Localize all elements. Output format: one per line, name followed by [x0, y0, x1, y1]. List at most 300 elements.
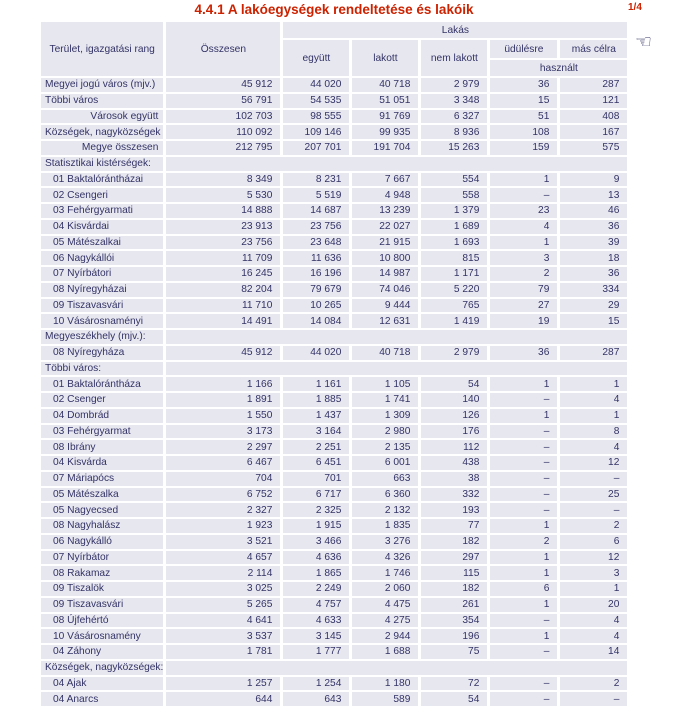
cell-value: 159 [490, 141, 557, 155]
table-row [41, 283, 627, 297]
table-row [41, 598, 627, 612]
cell-value: 193 [421, 503, 487, 517]
cell-value: 39 [560, 236, 627, 250]
row-label: 09 Tiszalök [41, 582, 163, 596]
cell-value: 79 [490, 283, 557, 297]
cell-value: 11 709 [166, 251, 280, 265]
table-row [41, 94, 627, 108]
cell-value: 1 [560, 377, 627, 391]
section-label: Községek, nagyközségek: [41, 661, 163, 675]
row-label: 05 Mátészalka [41, 488, 163, 502]
section-row [41, 330, 627, 344]
row-label: Megyei jogú város (mjv.) [41, 78, 163, 92]
cell-value: 91 769 [352, 110, 418, 124]
table-row [41, 299, 627, 313]
cell-value: 3 348 [421, 94, 487, 108]
table-row [41, 220, 627, 234]
page-indicator: 1/4 [628, 2, 642, 13]
row-label: 03 Fehérgyarmat [41, 425, 163, 439]
table-row [41, 677, 627, 691]
cell-value: 11 636 [283, 251, 349, 265]
cell-value: 2 [560, 519, 627, 533]
cell-value: 207 701 [283, 141, 349, 155]
cell-value: 2 980 [352, 425, 418, 439]
cell-value: 1 550 [166, 409, 280, 423]
cell-value: 2 944 [352, 629, 418, 643]
cell-value: 36 [560, 220, 627, 234]
cell-value: 44 020 [283, 346, 349, 360]
row-label: 09 Tiszavasvári [41, 299, 163, 313]
cell-value: 1 [490, 551, 557, 565]
cell-value: 1 885 [283, 393, 349, 407]
row-label: 08 Rakamaz [41, 566, 163, 580]
cell-value: 644 [166, 692, 280, 706]
cell-value: 5 265 [166, 598, 280, 612]
cell-value: 2 [560, 677, 627, 691]
table-row [41, 535, 627, 549]
section-band [166, 661, 627, 675]
section-label: Megyeszékhely (mjv.): [41, 330, 163, 344]
cell-value: 29 [560, 299, 627, 313]
cell-value: 6 327 [421, 110, 487, 124]
cell-value: 20 [560, 598, 627, 612]
cell-value: 1 689 [421, 220, 487, 234]
cell-value: 14 [560, 645, 627, 659]
row-label: 06 Nagykállói [41, 251, 163, 265]
cell-value: 8 349 [166, 173, 280, 187]
row-label: 05 Mátészalkai [41, 236, 163, 250]
row-label: Megye összesen [41, 141, 163, 155]
table-body [41, 78, 627, 706]
cell-value: 2 251 [283, 440, 349, 454]
row-label: 08 Ibrány [41, 440, 163, 454]
cell-value: 3 537 [166, 629, 280, 643]
cell-value: 23 756 [166, 236, 280, 250]
table-row [41, 503, 627, 517]
table-header [41, 22, 627, 76]
row-label: 01 Baktalórántházai [41, 173, 163, 187]
table-row [41, 267, 627, 281]
row-label: 05 Nagyecsed [41, 503, 163, 517]
cell-value: 16 196 [283, 267, 349, 281]
cell-value: 23 648 [283, 236, 349, 250]
cell-value: 2 [490, 267, 557, 281]
cell-value: 1 171 [421, 267, 487, 281]
table-row [41, 110, 627, 124]
page-title: 4.4.1 A lakóegységek rendeltetése és lakóik [194, 2, 474, 17]
cell-value: 99 935 [352, 125, 418, 139]
cell-value: 1 741 [352, 393, 418, 407]
cell-value: 6 [560, 535, 627, 549]
cell-value: 4 [560, 629, 627, 643]
cell-value: 1 [490, 519, 557, 533]
row-label: 08 Újfehértó [41, 614, 163, 628]
cell-value: 4 757 [283, 598, 349, 612]
row-label: 07 Nyírbátor [41, 551, 163, 565]
cell-value: 56 791 [166, 94, 280, 108]
cell-value: 212 795 [166, 141, 280, 155]
cell-value: 191 704 [352, 141, 418, 155]
cell-value: 14 888 [166, 204, 280, 218]
cell-value: 74 046 [352, 283, 418, 297]
cell-value: 2 114 [166, 566, 280, 580]
cell-value: 5 530 [166, 188, 280, 202]
row-label: 04 Anarcs [41, 692, 163, 706]
cell-value: 23 [490, 204, 557, 218]
table-row [41, 125, 627, 139]
table-row [41, 377, 627, 391]
cell-value: 196 [421, 629, 487, 643]
cell-value: 110 092 [166, 125, 280, 139]
cell-value: 182 [421, 535, 487, 549]
cell-value: 2 060 [352, 582, 418, 596]
cell-value: – [490, 393, 557, 407]
cell-value: 45 912 [166, 346, 280, 360]
table-row [41, 346, 627, 360]
row-label: Többi város [41, 94, 163, 108]
cell-value: 2 135 [352, 440, 418, 454]
cell-value: 6 360 [352, 488, 418, 502]
cell-value: 22 027 [352, 220, 418, 234]
row-label: 04 Dombrád [41, 409, 163, 423]
row-label: 02 Csengeri [41, 188, 163, 202]
section-row [41, 661, 627, 675]
column-header-not-inhabited: nem lakott [421, 40, 487, 76]
cell-value: 98 555 [283, 110, 349, 124]
cell-value: 4 [560, 440, 627, 454]
cell-value: 19 [490, 314, 557, 328]
cell-value: 36 [560, 267, 627, 281]
cell-value: 4 [490, 220, 557, 234]
row-label: 08 Nyíregyháza [41, 346, 163, 360]
cell-value: 112 [421, 440, 487, 454]
table-row [41, 141, 627, 155]
column-header-together: együtt [283, 40, 349, 76]
cell-value: 6 451 [283, 456, 349, 470]
cell-value: – [490, 472, 557, 486]
row-label: 04 Záhony [41, 645, 163, 659]
column-header-total: Összesen [166, 22, 280, 76]
cell-value: 6 467 [166, 456, 280, 470]
cell-value: 12 [560, 456, 627, 470]
cell-value: 261 [421, 598, 487, 612]
row-label: 10 Vásárosnaményi [41, 314, 163, 328]
table-row [41, 236, 627, 250]
table-row [41, 551, 627, 565]
table-row [41, 393, 627, 407]
table-row [41, 173, 627, 187]
cell-value: 10 800 [352, 251, 418, 265]
table-row [41, 314, 627, 328]
cell-value: 77 [421, 519, 487, 533]
cell-value: 38 [421, 472, 487, 486]
cell-value: 115 [421, 566, 487, 580]
cell-value: 16 245 [166, 267, 280, 281]
cell-value: 6 717 [283, 488, 349, 502]
row-label: 08 Nagyhalász [41, 519, 163, 533]
cell-value: 46 [560, 204, 627, 218]
cell-value: 182 [421, 582, 487, 596]
cell-value: 643 [283, 692, 349, 706]
row-label: 04 Ajak [41, 677, 163, 691]
cell-value: 2 979 [421, 78, 487, 92]
cell-value: 75 [421, 645, 487, 659]
cell-value: 1 [560, 582, 627, 596]
cell-value: – [490, 614, 557, 628]
table-row [41, 692, 627, 706]
cell-value: 18 [560, 251, 627, 265]
cell-value: 167 [560, 125, 627, 139]
section-row [41, 362, 627, 376]
cell-value: 8 [560, 425, 627, 439]
cell-value: 3 276 [352, 535, 418, 549]
row-label: 03 Fehérgyarmati [41, 204, 163, 218]
cell-value: – [490, 456, 557, 470]
cell-value: 3 145 [283, 629, 349, 643]
column-subheader-used: használt [490, 60, 627, 76]
cell-value: 1 309 [352, 409, 418, 423]
cell-value: 3 466 [283, 535, 349, 549]
cell-value: 14 084 [283, 314, 349, 328]
cell-value: 45 912 [166, 78, 280, 92]
cell-value: 4 657 [166, 551, 280, 565]
cell-value: 6 [490, 582, 557, 596]
cell-value: 1 891 [166, 393, 280, 407]
cell-value: 3 521 [166, 535, 280, 549]
cell-value: 589 [352, 692, 418, 706]
table-row [41, 488, 627, 502]
cell-value: 14 687 [283, 204, 349, 218]
cell-value: – [560, 503, 627, 517]
cell-value: 121 [560, 94, 627, 108]
cell-value: 1 254 [283, 677, 349, 691]
cell-value: 1 105 [352, 377, 418, 391]
cell-value: 3 164 [283, 425, 349, 439]
cell-value: 1 [490, 409, 557, 423]
cell-value: 354 [421, 614, 487, 628]
section-label: Statisztikai kistérségek: [41, 157, 163, 171]
table-row [41, 409, 627, 423]
cell-value: 7 667 [352, 173, 418, 187]
cell-value: 701 [283, 472, 349, 486]
cell-value: 79 679 [283, 283, 349, 297]
cell-value: 51 [490, 110, 557, 124]
row-label: 08 Nyíregyházai [41, 283, 163, 297]
cell-value: 15 [560, 314, 627, 328]
cell-value: 4 636 [283, 551, 349, 565]
cell-value: 1 161 [283, 377, 349, 391]
cell-value: 1 781 [166, 645, 280, 659]
cell-value: 663 [352, 472, 418, 486]
cell-value: 1 688 [352, 645, 418, 659]
cell-value: 1 166 [166, 377, 280, 391]
cell-value: 36 [490, 346, 557, 360]
row-label: 07 Nyírbátori [41, 267, 163, 281]
cell-value: – [490, 692, 557, 706]
cell-value: 1 693 [421, 236, 487, 250]
section-band [166, 362, 627, 376]
cell-value: 15 263 [421, 141, 487, 155]
cell-value: 2 [490, 535, 557, 549]
cell-value: 12 [560, 551, 627, 565]
table-row [41, 456, 627, 470]
table-row [41, 614, 627, 628]
cell-value: 287 [560, 78, 627, 92]
cell-value: 704 [166, 472, 280, 486]
row-label: 10 Vásárosnamény [41, 629, 163, 643]
row-label: 04 Kisvárdai [41, 220, 163, 234]
cell-value: 2 297 [166, 440, 280, 454]
cell-value: 1 437 [283, 409, 349, 423]
cell-value: 54 [421, 692, 487, 706]
cell-value: 287 [560, 346, 627, 360]
cell-value: 5 519 [283, 188, 349, 202]
cell-value: – [490, 503, 557, 517]
cell-value: – [490, 440, 557, 454]
cell-value: 9 444 [352, 299, 418, 313]
cell-value: 4 275 [352, 614, 418, 628]
column-header-area: Terület, igazgatási rang [41, 22, 163, 76]
cell-value: 554 [421, 173, 487, 187]
cell-value: 3 173 [166, 425, 280, 439]
cell-value: 1 [560, 409, 627, 423]
cell-value: 51 051 [352, 94, 418, 108]
cell-value: 558 [421, 188, 487, 202]
section-label: Többi város: [41, 362, 163, 376]
cell-value: 13 239 [352, 204, 418, 218]
cell-value: 11 710 [166, 299, 280, 313]
cell-value: 1 746 [352, 566, 418, 580]
table-row [41, 425, 627, 439]
cell-value: 27 [490, 299, 557, 313]
cell-value: 3 [490, 251, 557, 265]
cell-value: 9 [560, 173, 627, 187]
cell-value: – [490, 188, 557, 202]
table-row [41, 251, 627, 265]
cell-value: 23 756 [283, 220, 349, 234]
cell-value: 1 [490, 566, 557, 580]
cell-value: 297 [421, 551, 487, 565]
cell-value: 4 948 [352, 188, 418, 202]
row-label: 09 Tiszavasvári [41, 598, 163, 612]
column-group-dwelling: Lakás [283, 22, 627, 38]
cell-value: 2 132 [352, 503, 418, 517]
cell-value: 6 752 [166, 488, 280, 502]
cell-value: 575 [560, 141, 627, 155]
row-label: 01 Baktalórántháza [41, 377, 163, 391]
cell-value: 176 [421, 425, 487, 439]
table-row [41, 566, 627, 580]
cell-value: 3 [560, 566, 627, 580]
cell-value: 13 [560, 188, 627, 202]
cell-value: 102 703 [166, 110, 280, 124]
cell-value: 5 220 [421, 283, 487, 297]
pointing-hand-icon[interactable]: ☜ [635, 31, 653, 53]
cell-value: 10 265 [283, 299, 349, 313]
cell-value: 140 [421, 393, 487, 407]
cell-value: 815 [421, 251, 487, 265]
table-row [41, 645, 627, 659]
cell-value: 332 [421, 488, 487, 502]
cell-value: 3 025 [166, 582, 280, 596]
row-label: 07 Máriapócs [41, 472, 163, 486]
cell-value: 14 491 [166, 314, 280, 328]
cell-value: 109 146 [283, 125, 349, 139]
cell-value: 8 231 [283, 173, 349, 187]
cell-value: 2 325 [283, 503, 349, 517]
table-row [41, 440, 627, 454]
cell-value: 23 913 [166, 220, 280, 234]
cell-value: 44 020 [283, 78, 349, 92]
cell-value: 4 633 [283, 614, 349, 628]
cell-value: 54 [421, 377, 487, 391]
row-label: Községek, nagyközségek [41, 125, 163, 139]
cell-value: 765 [421, 299, 487, 313]
table-row [41, 204, 627, 218]
table-row [41, 78, 627, 92]
cell-value: 1 419 [421, 314, 487, 328]
column-header-other-purpose: más célra [560, 40, 627, 58]
cell-value: 1 [490, 598, 557, 612]
cell-value: 72 [421, 677, 487, 691]
section-band [166, 330, 627, 344]
table-row [41, 188, 627, 202]
cell-value: 12 631 [352, 314, 418, 328]
row-label: Városok együtt [41, 110, 163, 124]
cell-value: 1 835 [352, 519, 418, 533]
cell-value: 438 [421, 456, 487, 470]
row-label: 02 Csenger [41, 393, 163, 407]
cell-value: – [560, 692, 627, 706]
cell-value: 1 [490, 236, 557, 250]
cell-value: 40 718 [352, 78, 418, 92]
cell-value: 2 979 [421, 346, 487, 360]
cell-value: 8 936 [421, 125, 487, 139]
cell-value: 36 [490, 78, 557, 92]
table-row [41, 582, 627, 596]
cell-value: 25 [560, 488, 627, 502]
cell-value: 4 [560, 393, 627, 407]
row-label: 06 Nagykálló [41, 535, 163, 549]
cell-value: 1 [490, 629, 557, 643]
column-header-inhabited: lakott [352, 40, 418, 76]
cell-value: 1 257 [166, 677, 280, 691]
cell-value: 4 641 [166, 614, 280, 628]
cell-value: 40 718 [352, 346, 418, 360]
cell-value: 408 [560, 110, 627, 124]
cell-value: 1 923 [166, 519, 280, 533]
cell-value: – [560, 472, 627, 486]
cell-value: 126 [421, 409, 487, 423]
cell-value: 1 865 [283, 566, 349, 580]
cell-value: 2 249 [283, 582, 349, 596]
row-label: 04 Kisvárda [41, 456, 163, 470]
cell-value: 15 [490, 94, 557, 108]
cell-value: 54 535 [283, 94, 349, 108]
cell-value: 4 [560, 614, 627, 628]
cell-value: 1 777 [283, 645, 349, 659]
cell-value: 1 915 [283, 519, 349, 533]
table-row [41, 519, 627, 533]
cell-value: 4 475 [352, 598, 418, 612]
cell-value: 1 180 [352, 677, 418, 691]
cell-value: 2 327 [166, 503, 280, 517]
cell-value: 1 [490, 377, 557, 391]
cell-value: – [490, 677, 557, 691]
cell-value: – [490, 425, 557, 439]
cell-value: – [490, 488, 557, 502]
cell-value: 334 [560, 283, 627, 297]
